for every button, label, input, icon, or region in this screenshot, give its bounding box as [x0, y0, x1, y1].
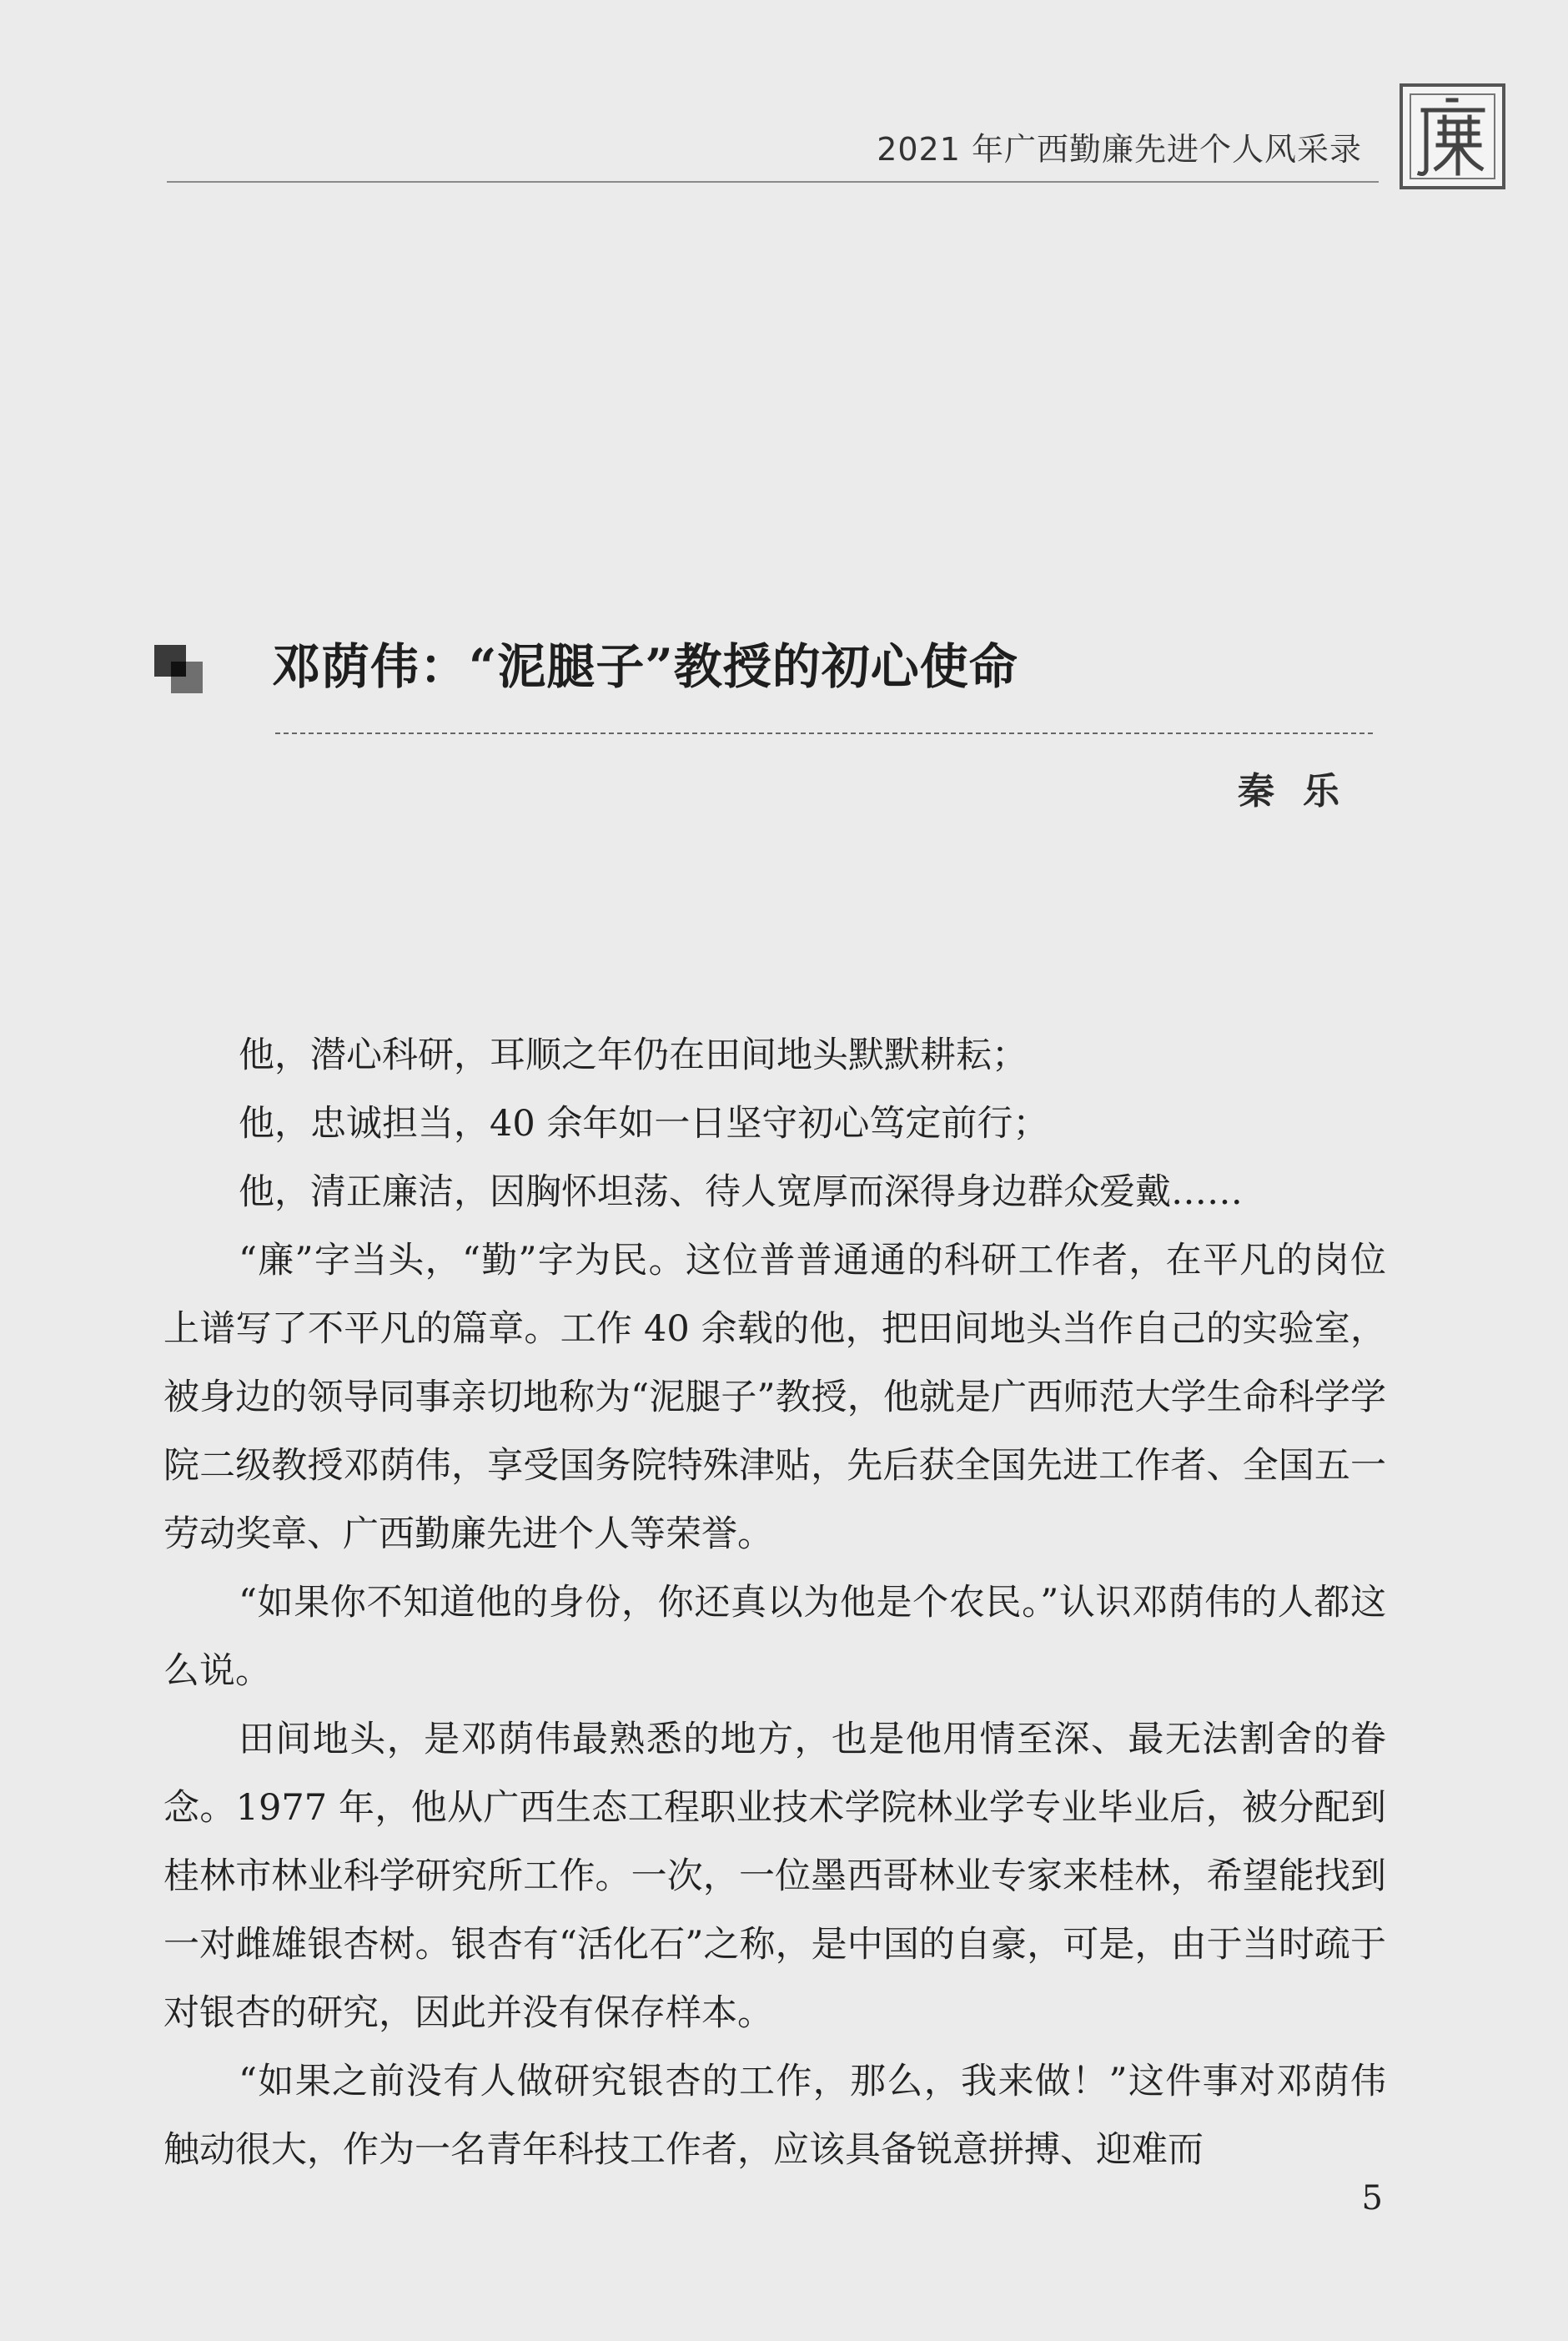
body-paragraph: 他，忠诚担当，40 余年如一日坚守初心笃定前行；: [239, 1103, 1049, 1145]
header-rule: [167, 181, 1379, 183]
article-title: 邓荫伟：“泥腿子”教授的初心使命: [272, 638, 1018, 695]
seal-logo: [1400, 83, 1505, 189]
body-paragraph: “如果你不知道他的身份，你还真以为他是个农民。”认识邓荫伟的人都这么说。: [163, 1582, 1386, 1692]
title-bullet-icon: [154, 645, 204, 695]
page-number: 5: [1361, 2179, 1383, 2218]
body-paragraph: 他，清正廉洁，因胸怀坦荡、待人宽厚而深得身边群众爱戴……: [239, 1171, 1243, 1213]
article-author: 秦乐: [1238, 770, 1368, 813]
body-paragraph: 田间地头，是邓荫伟最熟悉的地方，也是他用情至深、最无法割舍的眷念。1977 年，他从广西生态工程职业技术学院林业学专业毕业后，被分配到桂林市林业科学研究所工作。一次，一位墨西哥林业专家来桂林，希望能找到一对雌雄银杏树。银杏有“活化石”之称，是中国的自豪，可是，由于当时疏于对银杏的研究，因此并没有保存样本。: [163, 1719, 1386, 2034]
title-dashed-rule: [275, 733, 1373, 734]
body-paragraph: “廉”字当头，“勤”字为民。这位普普通通的科研工作者，在平凡的岗位上谱写了不平凡的篇章。工作 40 余载的他，把田间地头当作自己的实验室，被身边的领导同事亲切地称为“泥腿子”教授，他就是广西师范大学生命科学学院二级教授邓荫伟，享受国务院特殊津贴，先后获全国先进工作者、全国五一劳动奖章、广西勤廉先进个人等荣誉。: [163, 1240, 1386, 1555]
body-paragraph: “如果之前没有人做研究银杏的工作，那么，我来做！”这件事对邓荫伟触动很大，作为一名青年科技工作者，应该具备锐意拼搏、迎难而: [163, 2061, 1386, 2171]
article-body: [163, 1021, 1386, 2184]
running-header: 2021 年广西勤廉先进个人风采录: [877, 131, 1362, 168]
body-paragraph: 他，潜心科研，耳顺之年仍在田间地头默默耕耘；: [239, 1035, 1028, 1076]
seal-glyph-icon: [1403, 87, 1502, 186]
